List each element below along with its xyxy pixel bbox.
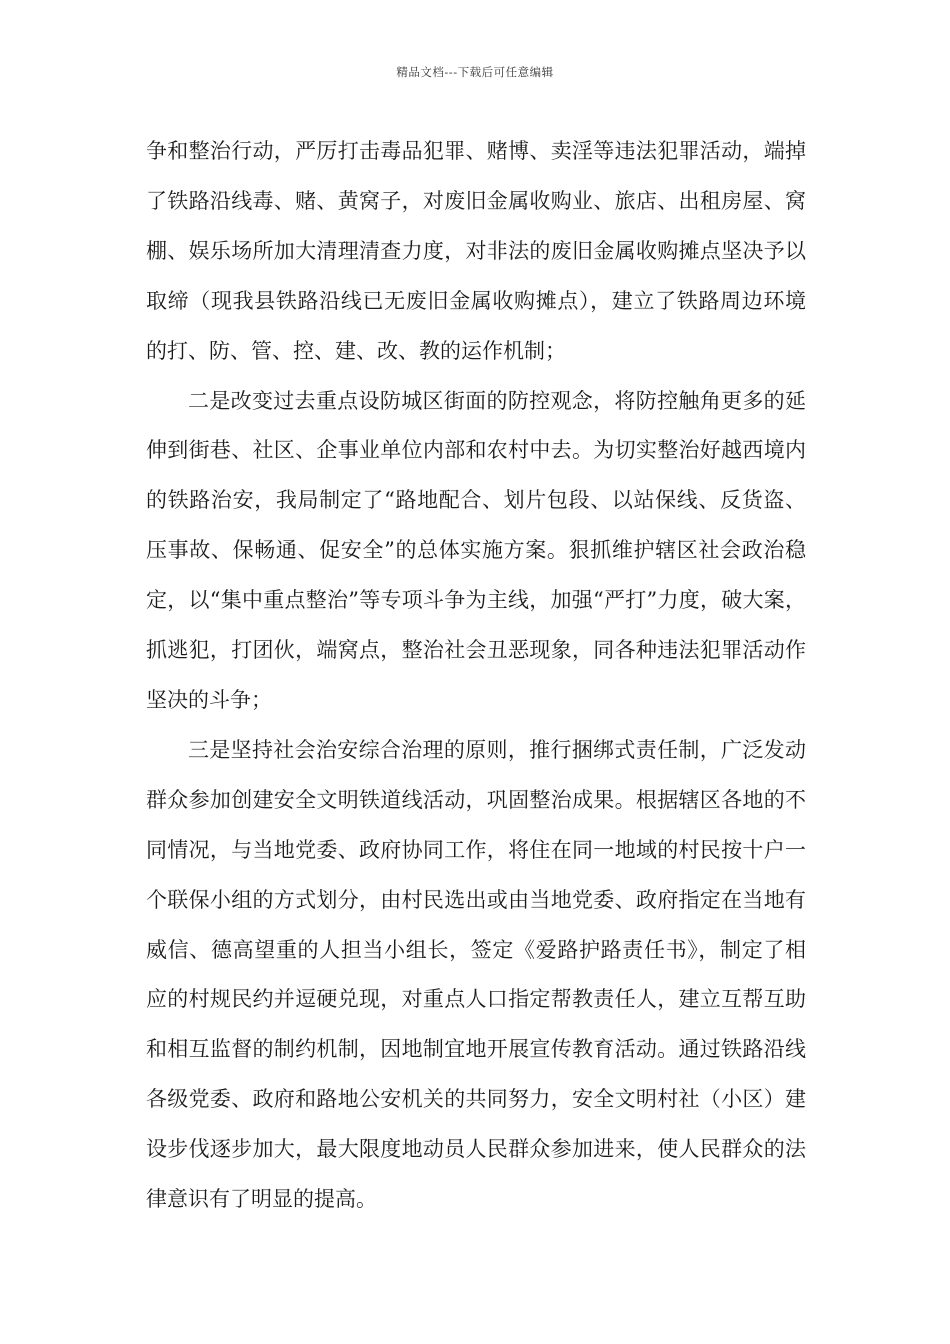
paragraph-1: 争和整治行动，严厉打击毒品犯罪、赌博、卖淫等违法犯罪活动，端掉了铁路沿线毒、赌、黄窝子，对废旧金属收购业、旅店、出租房屋、窝棚、娱乐场所加大清理清查力度，对非法的废旧金属收购摊点坚决予以取缔（现我县铁路沿线已无废旧金属收购摊点），建立了铁路周边环境的打、防、管、控、建、改、教的运作机制；	[146, 139, 806, 363]
document-body	[146, 127, 806, 1225]
paragraph-2: 二是改变过去重点设防城区街面的防控观念，将防控触角更多的延伸到街巷、社区、企事业单位内部和农村中去。为切实整治好越西境内的铁路治安，我局制定了“路地配合、划片包段、以站保线、反货盗、压事故、保畅通、促安全”的总体实施方案。狠抓维护辖区社会政治稳定，以“集中重点整治”等专项斗争为主线，加强“严打”力度，破大案，抓逃犯，打团伙，端窝点，整治社会丑恶现象，同各种违法犯罪活动作坚决的斗争；	[146, 388, 806, 712]
paragraph-3: 三是坚持社会治安综合治理的原则，推行捆绑式责任制，广泛发动群众参加创建安全文明铁道线活动，巩固整治成果。根据辖区各地的不同情况，与当地党委、政府协同工作，将住在同一地域的村民按十户一个联保小组的方式划分，由村民选出或由当地党委、政府指定在当地有威信、德高望重的人担当小组长，签定《爱路护路责任书》，制定了相应的村规民约并逗硬兑现，对重点人口指定帮教责任人，建立互帮互助和相互监督的制约机制，因地制宜地开展宣传教育活动。通过铁路沿线各级党委、政府和路地公安机关的共同努力，安全文明村社（小区）建设步伐逐步加大，最大限度地动员人民群众参加进来，使人民群众的法律意识有了明显的提高。	[146, 737, 806, 1212]
page-header: 精品文档---下载后可任意编辑	[396, 65, 554, 79]
